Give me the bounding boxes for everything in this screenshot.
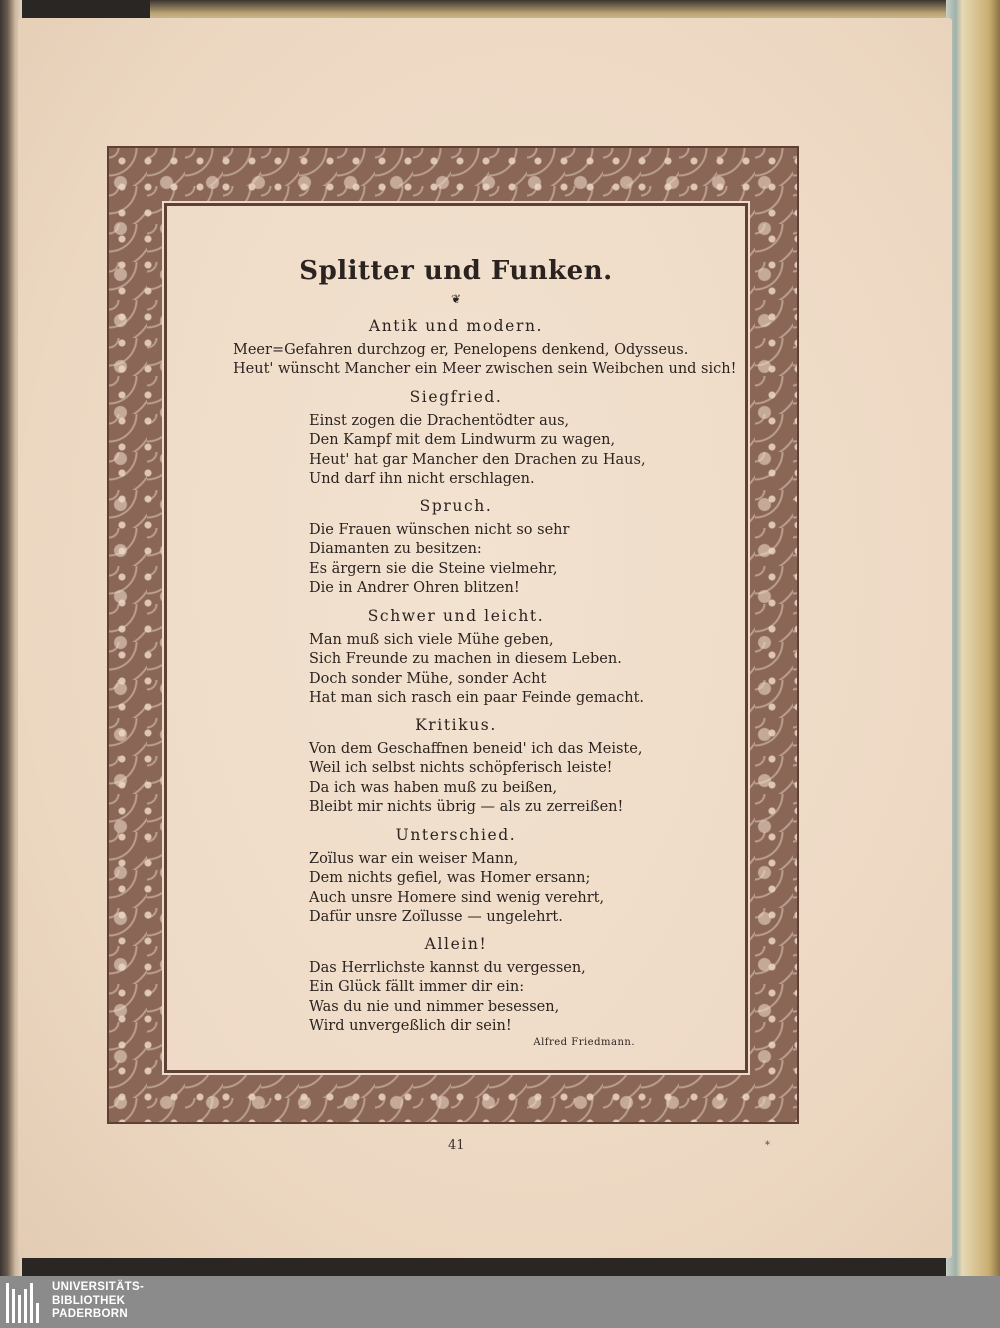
verse-line: Man muß sich viele Mühe geben,	[309, 632, 554, 648]
poem-title: Splitter und Funken.	[299, 256, 613, 286]
verse-line: Hat man sich rasch ein paar Feinde gemacht.	[309, 689, 645, 706]
book-cover-edge	[946, 0, 1000, 1276]
section-heading: Siegfried.	[409, 388, 503, 406]
verse-line: Da ich was haben muß zu beißen,	[309, 779, 558, 796]
section-heading: Kritikus.	[415, 716, 497, 734]
verse-line: Von dem Geschaffnen beneid' ich das Meiste,	[309, 741, 643, 757]
section-kritikus	[167, 715, 745, 817]
section-lines	[167, 740, 745, 817]
verse-line: Diamanten zu besitzen:	[309, 541, 482, 558]
section-allein	[167, 934, 745, 1036]
section-lines	[167, 412, 745, 489]
verse-line: Doch sonder Mühe, sonder Acht	[309, 670, 547, 687]
library-name-line: BIBLIOTHEK	[52, 1294, 126, 1307]
ink-speck-icon: *	[765, 1140, 770, 1151]
verse-line: Dafür unsre Zoïlusse — ungelehrt.	[309, 908, 563, 925]
verse-line: Die Frauen wünschen nicht so sehr	[309, 522, 570, 538]
section-lines	[167, 631, 745, 708]
section-lines	[167, 850, 745, 927]
section-siegfried	[167, 387, 745, 489]
verse-line: Heut' wünscht Mancher ein Meer zwischen sein Weibchen und sich!	[233, 361, 737, 378]
verse-line: Dem nichts gefiel, was Homer ersann;	[309, 870, 591, 887]
verse-line: Wird unvergeßlich dir sein!	[309, 1017, 512, 1034]
section-schwer-und-leicht	[167, 606, 745, 708]
section-spruch	[167, 496, 745, 598]
section-heading: Allein!	[424, 935, 488, 953]
page-number: 41	[448, 1138, 465, 1153]
fleuron-icon: ❦	[450, 292, 462, 306]
author-signature: Alfred Friedmann.	[533, 1037, 635, 1048]
section-heading: Schwer und leicht.	[367, 607, 545, 625]
verse-line: Auch unsre Homere sind wenig verehrt,	[309, 889, 605, 906]
ornamental-frame	[107, 146, 799, 1124]
section-heading: Unterschied.	[395, 826, 517, 844]
verse-line: Was du nie und nimmer besessen,	[309, 998, 560, 1015]
verse-line: Es ärgern sie die Steine vielmehr,	[309, 560, 558, 577]
verse-line: Weil ich selbst nichts schöpferisch leiste!	[309, 760, 613, 777]
verse-line: Einst zogen die Drachentödter aus,	[309, 413, 570, 429]
verse-line: Bleibt mir nichts übrig — als zu zerreißen!	[309, 798, 624, 815]
library-logo-icon	[6, 1281, 46, 1323]
library-name-line: PADERBORN	[52, 1308, 128, 1320]
verse-line: Und darf ihn nicht erschlagen.	[309, 470, 535, 487]
verse-line: Sich Freunde zu machen in diesem Leben.	[309, 651, 622, 668]
verse-line: Ein Glück fällt immer dir ein:	[309, 979, 525, 996]
library-name-line: UNIVERSITÄTS-	[52, 1281, 145, 1293]
section-heading: Spruch.	[419, 497, 493, 515]
section-heading: Antik und modern.	[368, 317, 544, 335]
verse-line: Heut' hat gar Mancher den Drachen zu Haus,	[309, 451, 646, 468]
library-footer	[0, 1276, 1000, 1328]
verse-line: Das Herrlichste kannst du vergessen,	[309, 960, 586, 976]
section-antik-und-modern	[167, 316, 745, 380]
text-panel	[164, 203, 748, 1073]
section-unterschied	[167, 825, 745, 927]
section-lines	[167, 959, 745, 1036]
section-lines	[167, 341, 745, 380]
verse-line: Zoïlus war ein weiser Mann,	[309, 851, 519, 867]
section-lines	[167, 521, 745, 598]
verse-line: Den Kampf mit dem Lindwurm zu wagen,	[309, 432, 616, 449]
library-name	[52, 1281, 144, 1322]
verse-line: Meer=Gefahren durchzog er, Penelopens denkend, Odysseus.	[233, 342, 689, 358]
verse-line: Die in Andrer Ohren blitzen!	[309, 579, 520, 596]
poem-content	[167, 206, 745, 1070]
